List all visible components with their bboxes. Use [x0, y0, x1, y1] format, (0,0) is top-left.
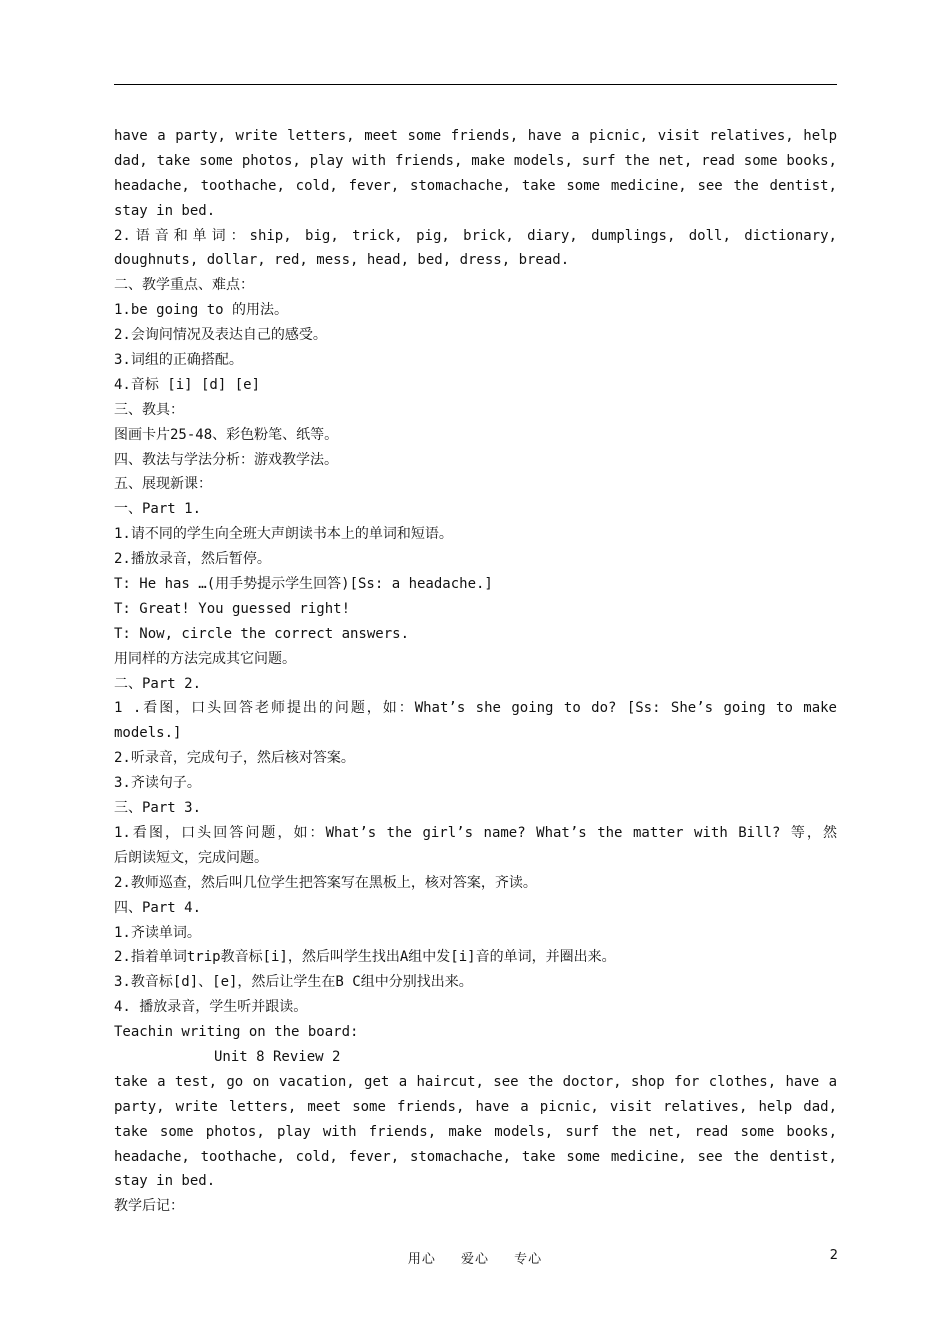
text-line: 1.be going to 的用法。: [114, 302, 289, 319]
text-line: 3.词组的正确搭配。: [114, 352, 243, 369]
section-heading: 四、教法与学法分析：游戏教学法。: [114, 451, 338, 468]
text-line: 4. 播放录音，学生听并跟读。: [114, 999, 308, 1016]
text-line: doughnuts, dollar, red, mess, head, bed, dress, bread.: [114, 252, 570, 269]
section-heading: 三、教具：: [114, 401, 184, 418]
page-number: 2: [829, 1248, 838, 1263]
text-line: models.]: [114, 725, 182, 742]
text-line: take a test, go on vacation, get a haircut, see the doctor, shop for clothes, have a: [114, 1073, 837, 1090]
text-line: T: He has …(用手势提示学生回答)[Ss: a headache.]: [114, 576, 493, 593]
text-line: T: Great! You guessed right!: [114, 600, 351, 617]
text-line: 2.教师巡查，然后叫几位学生把答案写在黑板上，核对答案，齐读。: [114, 874, 537, 891]
text-line: 后朗读短文，完成问题。: [114, 849, 268, 866]
text-line: T: Now, circle the correct answers.: [114, 625, 410, 642]
text-line: 用同样的方法完成其它问题。: [114, 650, 296, 667]
header-rule: [114, 84, 837, 85]
body-text: [114, 124, 837, 1219]
text-line: party, write letters, meet some friends, have a picnic, visit relatives, help dad,: [114, 1098, 837, 1115]
part-heading: 四、Part 4.: [114, 899, 202, 916]
text-line: headache, toothache, cold, fever, stomachache, take some medicine, see the dentist,: [114, 1148, 837, 1165]
text-line: 2.听录音，完成句子，然后核对答案。: [114, 750, 355, 767]
text-line: dad, take some photos, play with friends, make models, surf the net, read some books,: [114, 152, 837, 169]
text-line: headache, toothache, cold, fever, stomachache, take some medicine, see the dentist,: [114, 177, 837, 194]
text-line: 2.指着单词trip教音标[i]，然后叫学生找出A组中发[i]音的单词，并圈出来。: [114, 949, 616, 966]
text-line: 2.播放录音，然后暂停。: [114, 551, 271, 568]
text-line: 3.教音标[d]、[e]，然后让学生在B C组中分别找出来。: [114, 974, 473, 991]
text-line: 2.语音和单词：ship, big, trick, pig, brick, diary, dumplings, doll, dictionary,: [114, 227, 837, 244]
footer-slogan: 用心 爱心 专心: [407, 1252, 543, 1267]
text-line: 图画卡片25-48、彩色粉笔、纸等。: [114, 426, 339, 443]
section-heading: 五、展现新课：: [114, 476, 212, 493]
text-line: stay in bed.: [114, 1173, 216, 1190]
text-line: 2.会询问情况及表达自己的感受。: [114, 327, 327, 344]
part-heading: 二、Part 2.: [114, 675, 202, 692]
board-title: Unit 8 Review 2: [214, 1048, 341, 1065]
section-heading: 教学后记：: [114, 1198, 184, 1215]
text-line: have a party, write letters, meet some friends, have a picnic, visit relatives, help: [114, 128, 837, 144]
text-line: Teachin writing on the board:: [114, 1024, 359, 1041]
page-footer: [0, 1248, 950, 1268]
text-line: take some photos, play with friends, make models, surf the net, read some books,: [114, 1123, 837, 1140]
text-line: stay in bed.: [114, 202, 216, 219]
part-heading: 三、Part 3.: [114, 800, 202, 817]
text-line: 4.音标 [i] [d] [e]: [114, 376, 261, 393]
text-line: 1.齐读单词。: [114, 924, 201, 941]
text-line: 1.请不同的学生向全班大声朗读书本上的单词和短语。: [114, 526, 453, 543]
section-heading: 二、教学重点、难点：: [114, 277, 254, 294]
text-line: 1 .看图，口头回答老师提出的问题，如：What’s she going to do? [Ss: She’s going to make: [114, 700, 837, 717]
text-line: 3.齐读句子。: [114, 775, 201, 792]
text-line: 1.看图，口头回答问题，如：What’s the girl’s name? What’s the matter with Bill? 等，然: [114, 824, 837, 841]
part-heading: 一、Part 1.: [114, 501, 202, 518]
